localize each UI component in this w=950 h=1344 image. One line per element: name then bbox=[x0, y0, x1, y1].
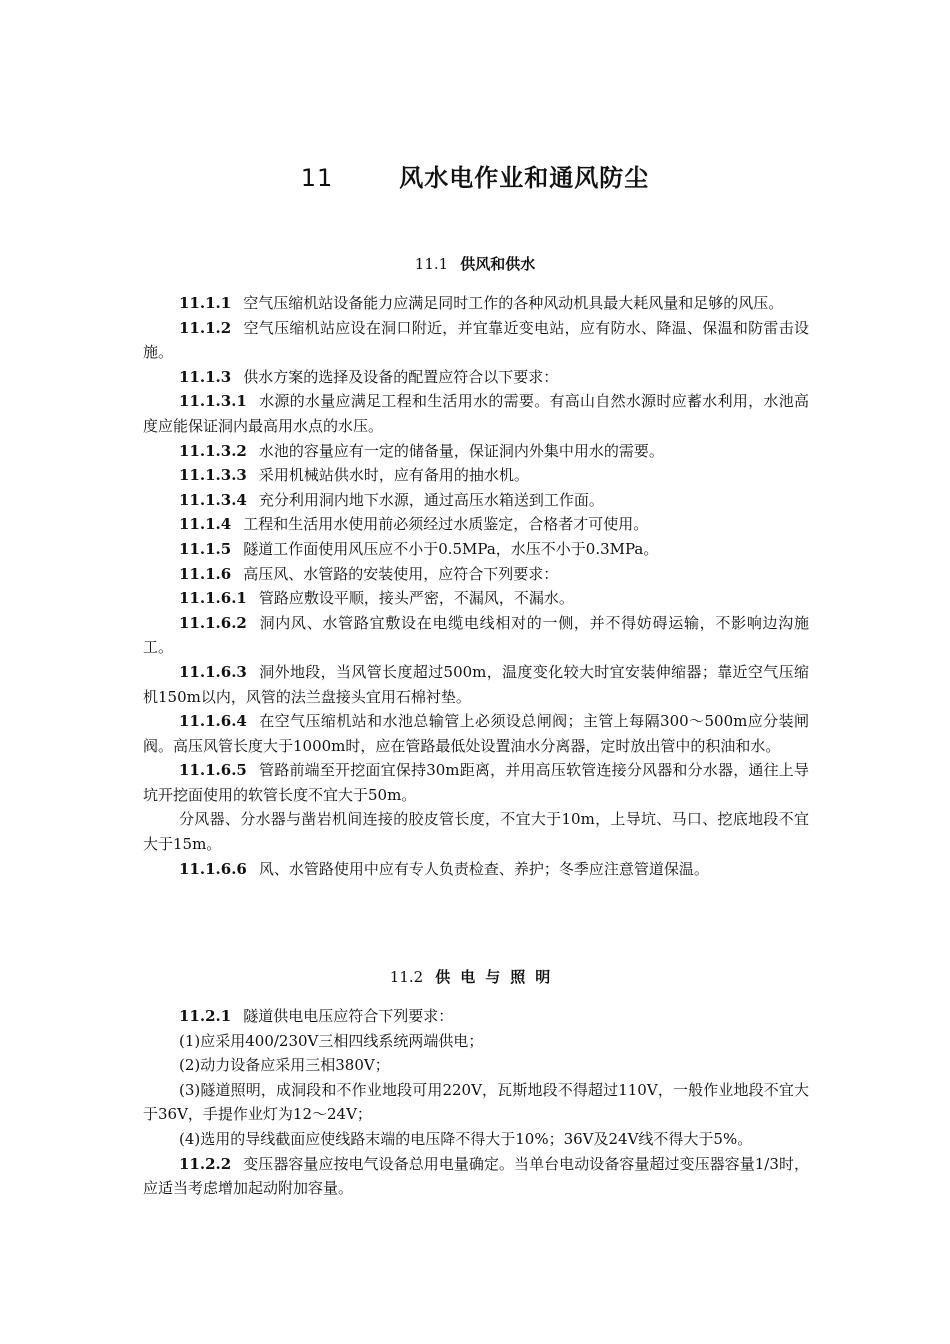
section-heading: 供风和供水 bbox=[460, 255, 536, 273]
paragraph bbox=[143, 857, 809, 882]
clause-number: 11.1.6.4 bbox=[179, 712, 247, 731]
clause-number: 11.2.2 bbox=[179, 1154, 232, 1173]
clause-text: 空气压缩机站应设在洞口附近，并宜靠近变电站，应有防水、降温、保温和防雷击设施。 bbox=[143, 318, 809, 362]
paragraph bbox=[143, 807, 809, 856]
clause-text: 供水方案的选择及设备的配置应符合以下要求： bbox=[243, 367, 559, 386]
clause-number: 11.1.6.6 bbox=[179, 859, 247, 878]
clause-number: 11.1.3 bbox=[179, 367, 232, 386]
paragraph bbox=[143, 1078, 809, 1127]
clause-text: (3)隧道照明，成洞段和不作业地段可用220V，瓦斯地段不得超过110V，一般作业地段不宜大于36V，手提作业灯为12～24V； bbox=[143, 1080, 809, 1124]
paragraph bbox=[143, 1029, 809, 1054]
clause-text: 分风器、分水器与凿岩机间连接的胶皮管长度，不宜大于10m，上导坑、马口、挖底地段不宜大于15m。 bbox=[143, 810, 809, 854]
clause-text: 在空气压缩机站和水池总输管上必须设总闸阀；主管上每隔300～500m应分装闸阀。高压风管长度大于1000m时，应在管路最低处设置油水分离器，定时放出管中的积油和水。 bbox=[143, 712, 809, 755]
paragraph bbox=[143, 586, 809, 611]
clause-text: 洞外地段，当风管长度超过500m，温度变化较大时宜安装伸缩器；靠近空气压缩机150m以内，风管的法兰盘接头宜用石棉衬垫。 bbox=[143, 662, 809, 706]
clause-text: (4)选用的导线截面应使线路末端的电压降不得大于10%；36V及24V线不得大于5%。 bbox=[179, 1129, 753, 1148]
clause-number: 11.1.6.1 bbox=[179, 589, 247, 608]
clause-number: 11.1.6.3 bbox=[179, 662, 247, 681]
clause-text: 水源的水量应满足工程和生活用水的需要。有高山自然水源时应蓄水利用，水池高度应能保证洞内最高用水点的水压。 bbox=[143, 392, 809, 435]
clause-text: 工程和生活用水使用前必须经过水质鉴定，合格者才可使用。 bbox=[243, 515, 649, 534]
clause-text: 高压风、水管路的安装使用，应符合下列要求： bbox=[243, 564, 559, 583]
section-number: 11.2 bbox=[389, 968, 424, 986]
clause-text: (2)动力设备应采用三相380V； bbox=[179, 1056, 390, 1075]
paragraph bbox=[143, 562, 809, 587]
clause-text: 风、水管路使用中应有专人负责检查、养护；冬季应注意管道保温。 bbox=[258, 859, 709, 878]
clause-number: 11.2.1 bbox=[179, 1007, 232, 1025]
clause-number: 11.1.3.3 bbox=[179, 466, 247, 485]
clause-text: 管路前端至开挖面宜保持30m距离，并用高压软管连接分风器和分水器，通往上导坑开挖面使用的软管长度不宜大于50m。 bbox=[143, 761, 809, 804]
paragraph bbox=[143, 488, 809, 513]
clause-text: 管路应敷设平顺，接头严密，不漏风，不漏水。 bbox=[258, 589, 574, 608]
paragraph bbox=[143, 537, 809, 562]
chapter-title bbox=[0, 158, 950, 193]
paragraph bbox=[143, 1053, 809, 1078]
chapter-heading: 风水电作业和通风防尘 bbox=[399, 164, 650, 192]
clause-text: 隧道工作面使用风压应不小于0.5MPa，水压不小于0.3MPa。 bbox=[243, 539, 659, 558]
clause-number: 11.1.2 bbox=[179, 318, 232, 337]
paragraph bbox=[143, 389, 809, 438]
paragraph bbox=[143, 1127, 809, 1152]
clause-text: 隧道供电电压应符合下列要求： bbox=[243, 1007, 454, 1025]
clause-text: 水池的容量应有一定的储备量，保证洞内外集中用水的需要。 bbox=[258, 441, 664, 460]
paragraph bbox=[143, 291, 809, 316]
section-heading: 供电与照明 bbox=[435, 968, 561, 986]
clause-text: 变压器容量应按电气设备总用电量确定。当单台电动设备容量超过变压器容量1/3时，应适当考虑增加起动附加容量。 bbox=[143, 1154, 809, 1198]
paragraph bbox=[143, 611, 809, 660]
paragraph bbox=[143, 512, 809, 537]
clause-number: 11.1.3.1 bbox=[179, 392, 247, 411]
clause-number: 11.1.6.5 bbox=[179, 761, 247, 780]
section-title-11-1 bbox=[0, 253, 950, 274]
clause-text: 空气压缩机站设备能力应满足同时工作的各种风动机具最大耗风量和足够的风压。 bbox=[243, 294, 784, 312]
paragraph bbox=[143, 709, 809, 758]
clause-text: 充分利用洞内地下水源，通过高压水箱送到工作面。 bbox=[258, 490, 604, 509]
clause-number: 11.1.3.2 bbox=[179, 441, 247, 460]
paragraph bbox=[143, 316, 809, 365]
section-11-2-body bbox=[143, 1004, 809, 1201]
clause-text: 采用机械站供水时，应有备用的抽水机。 bbox=[258, 466, 529, 485]
paragraph bbox=[143, 439, 809, 464]
chapter-number: 11 bbox=[300, 164, 334, 192]
clause-number: 11.1.6 bbox=[179, 564, 232, 583]
clause-text: (1)应采用400/230V三相四线系统两端供电； bbox=[179, 1031, 484, 1050]
paragraph bbox=[143, 463, 809, 488]
section-title-11-2 bbox=[0, 966, 950, 987]
paragraph bbox=[143, 758, 809, 807]
paragraph bbox=[143, 365, 809, 390]
clause-number: 11.1.6.2 bbox=[179, 613, 247, 632]
clause-number: 11.1.5 bbox=[179, 539, 232, 558]
section-number: 11.1 bbox=[414, 255, 449, 273]
clause-text: 洞内风、水管路宜敷设在电缆电线相对的一侧，并不得妨碍运输，不影响边沟施工。 bbox=[143, 613, 809, 657]
clause-number: 11.1.4 bbox=[179, 515, 232, 534]
paragraph bbox=[143, 1152, 809, 1201]
paragraph bbox=[143, 1004, 809, 1029]
paragraph bbox=[143, 660, 809, 709]
clause-number: 11.1.1 bbox=[179, 294, 232, 312]
section-11-1-body bbox=[143, 291, 809, 881]
clause-number: 11.1.3.4 bbox=[179, 490, 247, 509]
